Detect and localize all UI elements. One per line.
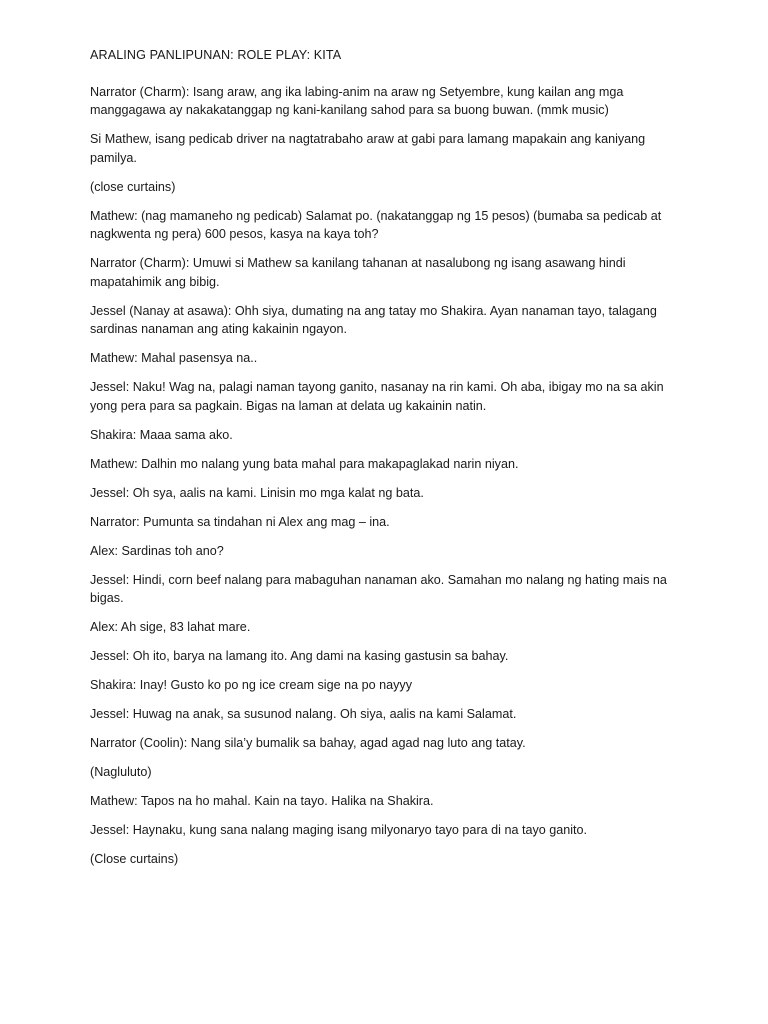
- script-line-mathew: Mathew: Tapos na ho mahal. Kain na tayo. Halika na Shakira.: [90, 794, 434, 808]
- script-line-jessel: Jessel: Naku! Wag na, palagi naman tayong ganito, nasanay na rin kami. Oh aba, ibigay mo na sa akin yong pera para sa pagkain. Bigas na laman at delata ug kakainin natin.: [90, 380, 664, 413]
- script-line-narrator-intro: Narrator (Charm): Isang araw, ang ika labing-anim na araw ng Setyembre, kung kailan ang mga manggagawa ay nakakatanggap ng kani-kanilang sahod para sa buong buwan. (mmk music): [90, 84, 624, 117]
- script-line-alex: Alex: Ah sige, 83 lahat mare.: [90, 620, 251, 634]
- document-title: ARALING PANLIPUNAN: ROLE PLAY: KITA: [90, 48, 342, 62]
- stage-direction: (Close curtains): [90, 852, 179, 866]
- script-line-mathew: Mathew: Dalhin mo nalang yung bata mahal para makapaglakad narin niyan.: [90, 456, 519, 471]
- script-line-mathew: Mathew: Mahal pasensya na..: [90, 351, 258, 365]
- script-line-jessel: Jessel: Oh sya, aalis na kami. Linisin mo mga kalat ng bata.: [90, 485, 424, 500]
- script-line-jessel: Jessel: Oh ito, barya na lamang ito. Ang dami na kasing gastusin sa bahay.: [90, 649, 509, 663]
- script-line-jessel: Jessel: Hindi, corn beef nalang para mabaguhan nanaman ako. Samahan mo nalang ng hating mais na bigas.: [90, 572, 667, 605]
- stage-direction: (close curtains): [90, 179, 176, 194]
- script-line-narration: Si Mathew, isang pedicab driver na nagtatrabaho araw at gabi para lamang mapakain ang kaniyang pamilya.: [90, 132, 646, 165]
- script-line-jessel: Jessel: Huwag na anak, sa susunod nalang. Oh siya, aalis na kami Salamat.: [90, 707, 517, 721]
- script-line-jessel: Jessel: Haynaku, kung sana nalang maging isang milyonaryo tayo para di na tayo ganito.: [90, 823, 588, 837]
- script-line-shakira: Shakira: Maaa sama ako.: [90, 427, 233, 442]
- document-body: [90, 46, 690, 879]
- script-line-narrator: Narrator (Charm): Umuwi si Mathew sa kanilang tahanan at nasalubong ng isang asawang hindi mapatahimik ang bibig.: [90, 256, 626, 289]
- stage-direction: (Nagluluto): [90, 765, 152, 779]
- script-line-mathew: Mathew: (nag mamaneho ng pedicab) Salamat po. (nakatanggap ng 15 pesos) (bumaba sa pedicab at nagkwenta ng pera) 600 pesos, kasya na kaya toh?: [90, 208, 662, 241]
- script-line-shakira: Shakira: Inay! Gusto ko po ng ice cream sige na po nayyy: [90, 678, 413, 692]
- script-line-alex: Alex: Sardinas toh ano?: [90, 543, 224, 558]
- script-line-narrator: Narrator: Pumunta sa tindahan ni Alex ang mag – ina.: [90, 514, 390, 529]
- script-line-jessel: Jessel (Nanay at asawa): Ohh siya, dumating na ang tatay mo Shakira. Ayan nanaman tayo, talagang sardinas nanaman ang ating kakainin ngayon.: [90, 303, 657, 336]
- script-line-narrator: Narrator (Coolin): Nang sila’y bumalik sa bahay, agad agad nag luto ang tatay.: [90, 736, 526, 750]
